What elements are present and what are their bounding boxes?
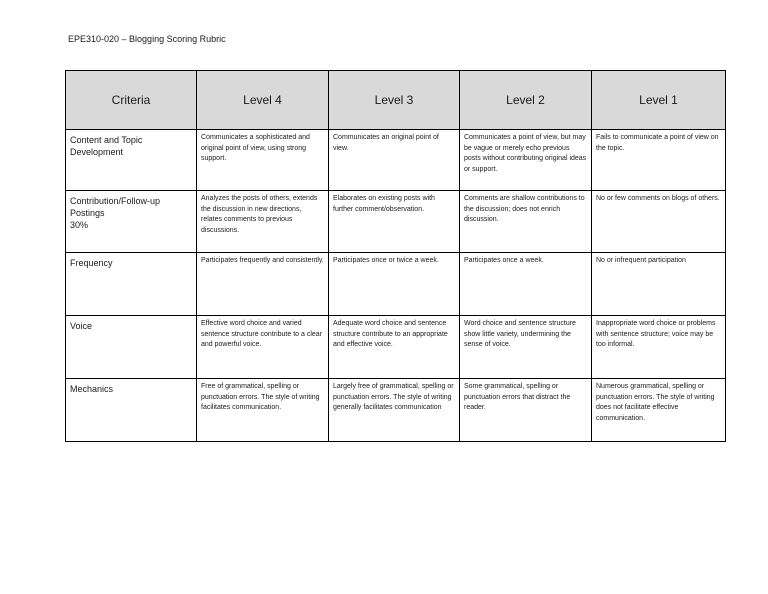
- table-row: [66, 379, 726, 442]
- header-level-4: Level 4: [197, 71, 329, 130]
- level-2-cell: Some grammatical, spelling or punctuation errors that distract the reader.: [460, 379, 592, 442]
- level-4-cell: Effective word choice and varied sentence structure contribute to a clear and powerful voice.: [197, 316, 329, 379]
- header-row: [66, 71, 726, 130]
- level-2-cell: Comments are shallow contributions to the discussion; does not enrich discussion.: [460, 191, 592, 253]
- criterion-cell: [66, 253, 197, 316]
- rubric-table: [65, 70, 726, 442]
- header-level-2: Level 2: [460, 71, 592, 130]
- document-title: EPE310-020 – Blogging Scoring Rubric: [68, 34, 226, 44]
- level-1-cell: No or few comments on blogs of others.: [592, 191, 726, 253]
- level-1-cell: No or infrequent participation: [592, 253, 726, 316]
- criterion-label: Postings: [70, 208, 105, 218]
- level-3-cell: Elaborates on existing posts with further comment/observation.: [329, 191, 460, 253]
- level-4-cell: Free of grammatical, spelling or punctuation errors. The style of writing facilitates communication.: [197, 379, 329, 442]
- level-2-cell: Word choice and sentence structure show little variety, undermining the sense of voice.: [460, 316, 592, 379]
- criterion-label: Mechanics: [70, 384, 114, 394]
- table-row: [66, 253, 726, 316]
- level-3-cell: Adequate word choice and sentence structure contribute to an appropriate and effective voice.: [329, 316, 460, 379]
- level-2-cell: Communicates a point of view, but may be vague or merely echo previous posts without contributing original ideas or support.: [460, 130, 592, 191]
- level-3-cell: Communicates an original point of view.: [329, 130, 460, 191]
- header-level-3: Level 3: [329, 71, 460, 130]
- criterion-label: Contribution/Follow-up: [70, 196, 161, 206]
- header-level-1: Level 1: [592, 71, 726, 130]
- criterion-cell: [66, 130, 197, 191]
- criterion-cell: [66, 379, 197, 442]
- criterion-weight: 30%: [70, 220, 89, 230]
- criterion-cell: [66, 191, 197, 253]
- level-3-cell: Largely free of grammatical, spelling or punctuation errors. The style of writing generally facilitates communication: [329, 379, 460, 442]
- table-row: [66, 130, 726, 191]
- criterion-label: Voice: [70, 321, 93, 331]
- level-4-cell: Analyzes the posts of others, extends the discussion in new directions, relates comments to previous discussions.: [197, 191, 329, 253]
- level-4-cell: Participates frequently and consistently.: [197, 253, 329, 316]
- level-1-cell: Numerous grammatical, spelling or punctuation errors. The style of writing does not facilitate effective communication.: [592, 379, 726, 442]
- criterion-label: Content and Topic: [70, 135, 143, 145]
- criterion-label: Frequency: [70, 258, 113, 268]
- level-1-cell: Inappropriate word choice or problems with sentence structure; voice may be too informal.: [592, 316, 726, 379]
- table-row: [66, 191, 726, 253]
- level-2-cell: Participates once a week.: [460, 253, 592, 316]
- header-criteria: Criteria: [66, 71, 197, 130]
- criterion-label: Development: [70, 147, 124, 157]
- level-3-cell: Participates once or twice a week.: [329, 253, 460, 316]
- table-row: [66, 316, 726, 379]
- level-4-cell: Communicates a sophisticated and original point of view, using strong support.: [197, 130, 329, 191]
- level-1-cell: Fails to communicate a point of view on the topic.: [592, 130, 726, 191]
- criterion-cell: [66, 316, 197, 379]
